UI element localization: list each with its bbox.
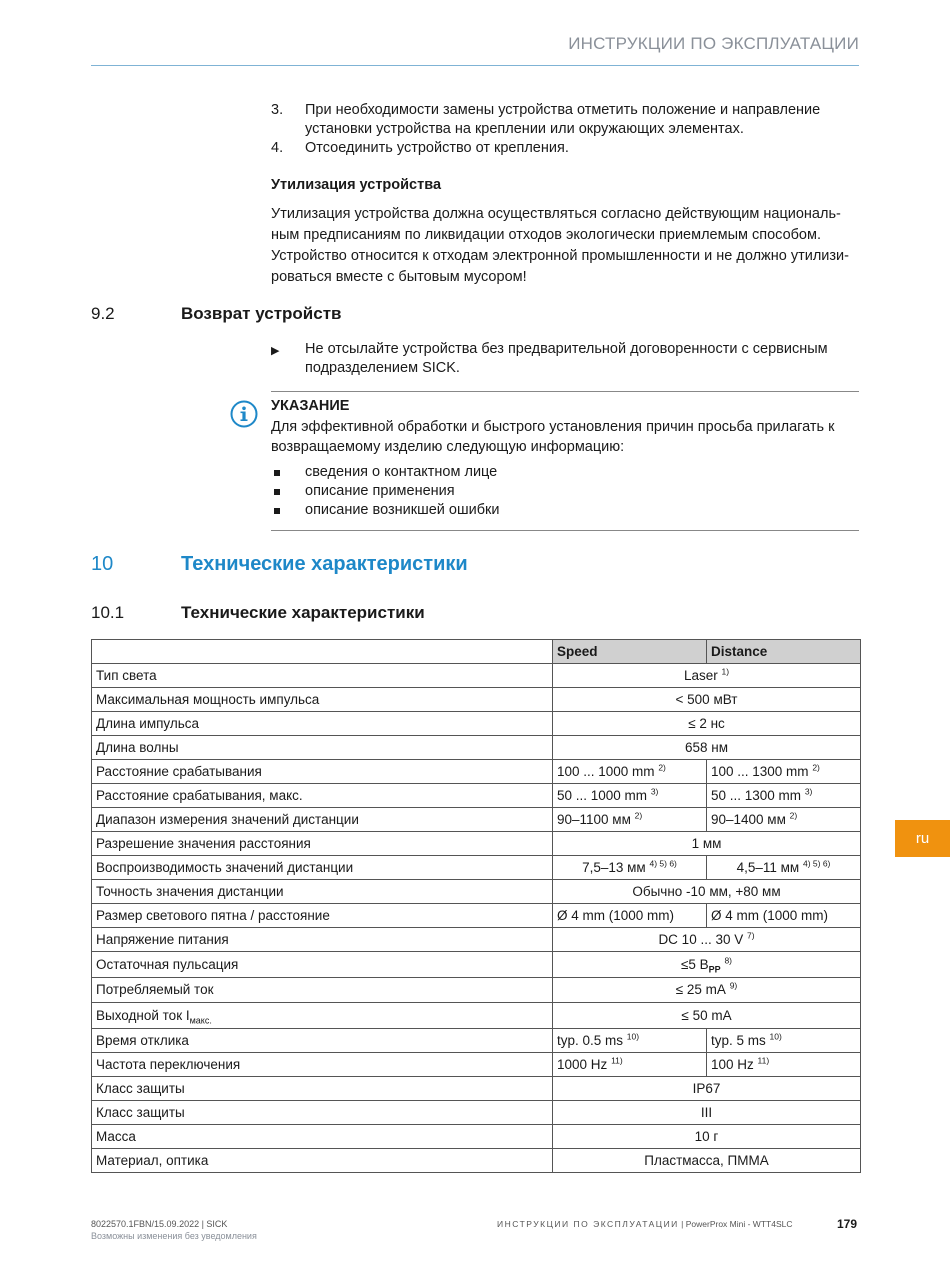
spec-value-distance: 90–1400 мм $^{2)}$: [707, 808, 861, 832]
table-row: [92, 760, 861, 784]
bullet-square-icon: [271, 501, 305, 520]
spec-label: Время отклика: [92, 1028, 553, 1052]
header-cell-distance: Distance: [707, 640, 861, 664]
section-title: Технические характеристики: [181, 603, 425, 622]
chapter-number: 10: [91, 553, 114, 575]
spec-label: Тип света: [92, 664, 553, 688]
step-item: [271, 139, 859, 158]
spec-label: Напряжение питания: [92, 928, 553, 952]
header-cell-empty: [92, 640, 553, 664]
spec-label: Масса: [92, 1124, 553, 1148]
step-number: 4.: [271, 140, 284, 156]
notice-top-rule: [271, 391, 859, 392]
table-row: [92, 688, 861, 712]
spec-label: Воспроизводимость значений дистанции: [92, 856, 553, 880]
notice-heading: УКАЗАНИЕ: [271, 398, 350, 414]
step-item: [271, 101, 859, 139]
table-row: [92, 977, 861, 1003]
spec-label: Выходной ток $I_{макс.}$: [92, 1003, 553, 1029]
table-row: [92, 1124, 861, 1148]
spec-value-distance: 50 ... 1300 mm $^{3)}$: [707, 784, 861, 808]
spec-label: Диапазон измерения значений дистанции: [92, 808, 553, 832]
disposal-paragraph: Утилизация устройства должна осуществляться согласно действующим национальным предписаниям по ликвидации отходов экологически приемлемым способом. Устройство относится к отходам электронной промышленности и не должно утилизироваться вместе с бытовым мусором!: [271, 206, 849, 285]
table-row: [92, 736, 861, 760]
step-list: [271, 101, 859, 158]
spec-value-speed: Ø 4 mm (1000 mm): [553, 904, 707, 928]
table-row: [92, 664, 861, 688]
table-row: [92, 784, 861, 808]
table-row: [92, 1148, 861, 1172]
spec-value-distance: 100 ... 1300 mm $^{2)}$: [707, 760, 861, 784]
instruction-text: Не отсылайте устройства без предварительной договоренности с сервисным подразделением SICK.: [305, 341, 828, 376]
spec-label: Частота переключения: [92, 1052, 553, 1076]
footer-center: [497, 1219, 792, 1229]
table-header-row: [92, 640, 861, 664]
spec-value: Пластмасса, ПММА: [553, 1148, 861, 1172]
table-row: [92, 1003, 861, 1029]
spec-value: III: [553, 1100, 861, 1124]
footer-doc-type: ИНСТРУКЦИИ ПО ЭКСПЛУАТАЦИИ: [497, 1219, 679, 1229]
spec-label: Остаточная пульсация: [92, 952, 553, 978]
table-row: [92, 1100, 861, 1124]
list-item: [271, 482, 859, 501]
specs-table: [91, 639, 861, 1173]
spec-value-speed: 7,5–13 мм $^{4) 5) 6)}$: [553, 856, 707, 880]
info-icon: [230, 400, 258, 428]
chapter-title: Технические характеристики: [181, 553, 468, 575]
spec-value: < 500 мВт: [553, 688, 861, 712]
spec-value: DC 10 ... 30 V $^{7)}$: [553, 928, 861, 952]
table-row: [92, 952, 861, 978]
spec-label: Разрешение значения расстояния: [92, 832, 553, 856]
table-row: [92, 808, 861, 832]
spec-value-speed: 1000 Hz $^{11)}$: [553, 1052, 707, 1076]
spec-value: Обычно -10 мм, +80 мм: [553, 880, 861, 904]
table-row: [92, 1076, 861, 1100]
spec-value: 1 мм: [553, 832, 861, 856]
notice-list: [271, 463, 859, 520]
footer-left: [91, 1218, 257, 1242]
play-arrow-icon: ▶: [271, 345, 280, 357]
disposal-heading: Утилизация устройства: [271, 177, 442, 193]
spec-value-speed: 50 ... 1000 mm $^{3)}$: [553, 784, 707, 808]
step-number: 3.: [271, 102, 284, 118]
spec-value-speed: 100 ... 1000 mm $^{2)}$: [553, 760, 707, 784]
table-row: [92, 856, 861, 880]
spec-value: ≤ 50 mA: [553, 1003, 861, 1029]
bullet-square-icon: [271, 463, 305, 482]
spec-label: Расстояние срабатывания, макс.: [92, 784, 553, 808]
footer-product: PowerProx Mini - WTT4SLC: [685, 1219, 793, 1229]
section-number: 10.1: [91, 603, 125, 622]
list-item-text: описание возникшей ошибки: [305, 502, 500, 518]
spec-label: Материал, оптика: [92, 1148, 553, 1172]
notice-bottom-rule: [271, 530, 859, 531]
list-item: [271, 463, 859, 482]
list-item: [271, 501, 859, 520]
table-row: [92, 904, 861, 928]
bullet-square-icon: [271, 482, 305, 501]
step-text: При необходимости замены устройства отметить положение и направление установки устройства на креплении или окружающих элементах.: [305, 102, 821, 137]
table-row: [92, 712, 861, 736]
table-row: [92, 880, 861, 904]
language-tab[interactable]: ru: [895, 820, 950, 857]
section-title: Возврат устройств: [181, 304, 342, 323]
spec-value-distance: 4,5–11 мм $^{4) 5) 6)}$: [707, 856, 861, 880]
spec-value: ≤ 25 mA $^{9)}$: [553, 977, 861, 1003]
table-row: [92, 832, 861, 856]
spec-label: Точность значения дистанции: [92, 880, 553, 904]
spec-label: Класс защиты: [92, 1100, 553, 1124]
spec-value-distance: Ø 4 mm (1000 mm): [707, 904, 861, 928]
list-item-text: описание применения: [305, 483, 455, 499]
spec-label: Расстояние срабатывания: [92, 760, 553, 784]
table-row: [92, 1052, 861, 1076]
footer-separator: |: [678, 1219, 686, 1229]
instruction-item: [271, 340, 859, 378]
table-row: [92, 928, 861, 952]
header-title: ИНСТРУКЦИИ ПО ЭКСПЛУАТАЦИИ: [568, 34, 859, 53]
spec-value-distance: 100 Hz $^{11)}$: [707, 1052, 861, 1076]
spec-label: Длина волны: [92, 736, 553, 760]
spec-value: ≤5 $B_{PP}$ $^{8)}$: [553, 952, 861, 978]
spec-value-speed: typ. 0.5 ms $^{10)}$: [553, 1028, 707, 1052]
footer-notice: Возможны изменения без уведомления: [91, 1231, 257, 1241]
section-number: 9.2: [91, 304, 115, 323]
spec-label: Класс защиты: [92, 1076, 553, 1100]
spec-value: Laser $^{1)}$: [553, 664, 861, 688]
footer-doc-id: 8022570.1FBN/15.09.2022 | SICK: [91, 1219, 228, 1229]
spec-label: Потребляемый ток: [92, 977, 553, 1003]
step-text: Отсоединить устройство от крепления.: [305, 140, 569, 156]
spec-value-distance: typ. 5 ms $^{10)}$: [707, 1028, 861, 1052]
spec-value: 658 нм: [553, 736, 861, 760]
spec-value: ≤ 2 нс: [553, 712, 861, 736]
spec-value-speed: 90–1100 мм $^{2)}$: [553, 808, 707, 832]
spec-label: Максимальная мощность импульса: [92, 688, 553, 712]
header-cell-speed: Speed: [553, 640, 707, 664]
notice-body: Для эффективной обработки и быстрого установления причин просьба прилагать к возвращаемому изделию следующую информацию:: [271, 419, 835, 455]
spec-value: 10 г: [553, 1124, 861, 1148]
page-number: 179: [837, 1217, 858, 1231]
spec-label: Размер светового пятна / расстояние: [92, 904, 553, 928]
table-row: [92, 1028, 861, 1052]
spec-value: IP67: [553, 1076, 861, 1100]
header-divider: [91, 65, 859, 66]
list-item-text: сведения о контактном лице: [305, 464, 498, 480]
spec-label: Длина импульса: [92, 712, 553, 736]
